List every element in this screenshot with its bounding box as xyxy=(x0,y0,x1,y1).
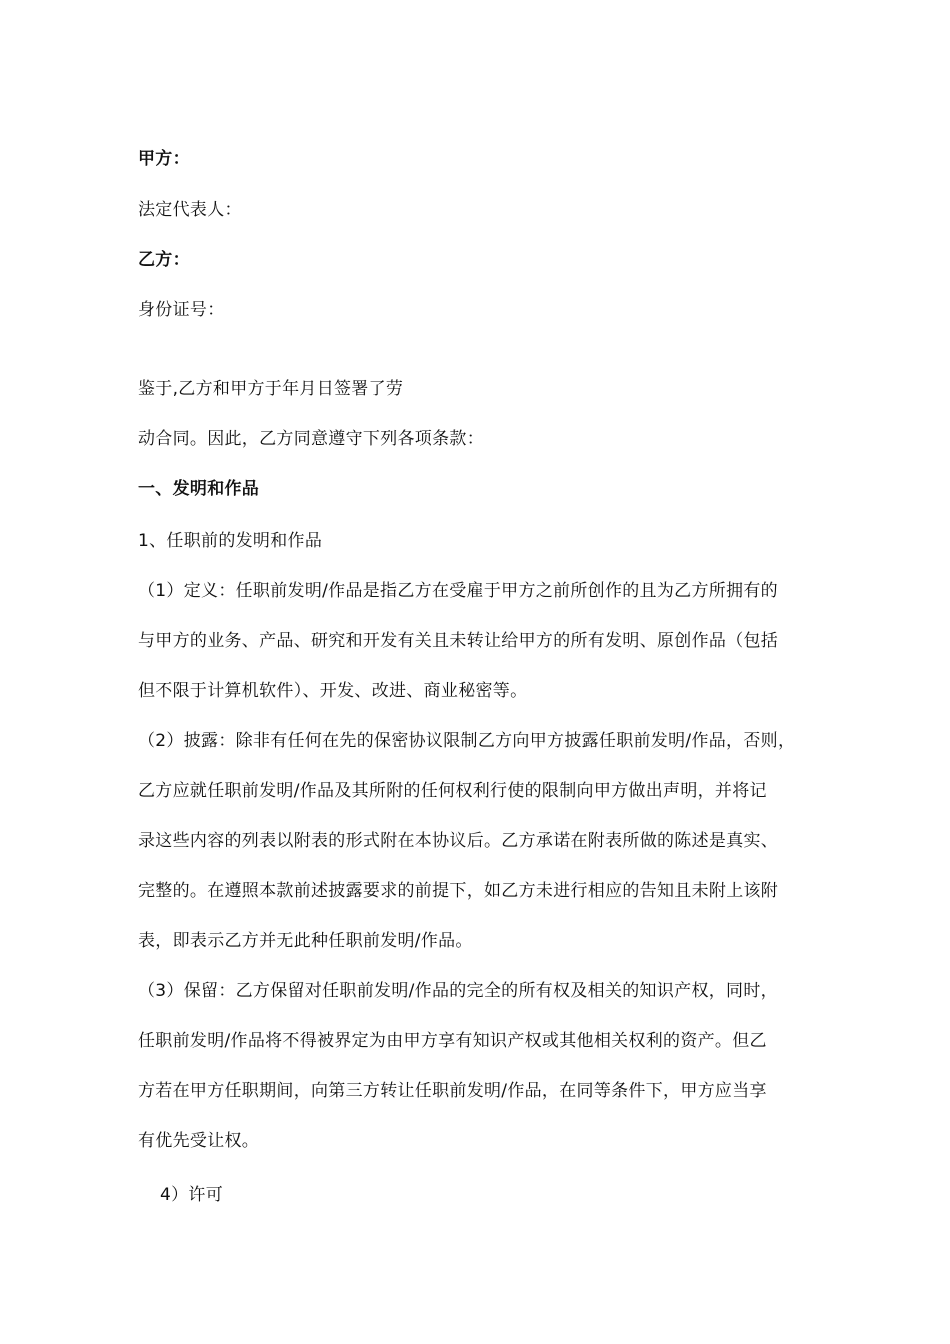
section-1-heading: 一、发明和作品 xyxy=(138,479,260,499)
intro-line-2: 动合同。因此，乙方同意遵守下列各项条款： xyxy=(138,429,484,449)
paragraph-2-line: 乙方应就任职前发明/作品及其所附的任何权利行使的限制向甲方做出声明，并将记 xyxy=(138,781,767,801)
paragraph-3-line: 方若在甲方任职期间，向第三方转让任职前发明/作品，在同等条件下，甲方应当享 xyxy=(138,1081,767,1101)
paragraph-4-heading: 4）许可 xyxy=(160,1185,224,1205)
party-b-label: 乙方： xyxy=(138,250,190,270)
paragraph-2-line: 完整的。在遵照本款前述披露要求的前提下，如乙方未进行相应的告知且未附上该附 xyxy=(138,881,779,901)
legal-rep-label: 法定代表人： xyxy=(138,200,242,220)
paragraph-1-line: 但不限于计算机软件）、开发、改进、商业秘密等。 xyxy=(138,681,528,701)
paragraph-1-line: （1）定义：任职前发明/作品是指乙方在受雇于甲方之前所创作的且为乙方所拥有的 xyxy=(138,581,778,601)
paragraph-2-line: 录这些内容的列表以附表的形式附在本协议后。乙方承诺在附表所做的陈述是真实、 xyxy=(138,831,779,851)
intro-line-1: 鉴于,乙方和甲方于年月日签署了劳 xyxy=(138,379,404,399)
party-a-label: 甲方： xyxy=(138,149,190,169)
id-number-label: 身份证号： xyxy=(138,300,225,320)
paragraph-2-line: 表，即表示乙方并无此种任职前发明/作品。 xyxy=(138,931,473,951)
paragraph-3-line: 任职前发明/作品将不得被界定为由甲方享有知识产权或其他相关权利的资产。但乙 xyxy=(138,1031,767,1051)
subsection-1-heading: 1、任职前的发明和作品 xyxy=(138,531,323,551)
paragraph-1-line: 与甲方的业务、产品、研究和开发有关且未转让给甲方的所有发明、原创作品（包括 xyxy=(138,631,779,651)
paragraph-3-line: 有优先受让权。 xyxy=(138,1131,260,1151)
paragraph-3-line: （3）保留：乙方保留对任职前发明/作品的完全的所有权及相关的知识产权，同时， xyxy=(138,981,778,1001)
paragraph-2-line: （2）披露：除非有任何在先的保密协议限制乙方向甲方披露任职前发明/作品，否则， xyxy=(138,731,796,751)
